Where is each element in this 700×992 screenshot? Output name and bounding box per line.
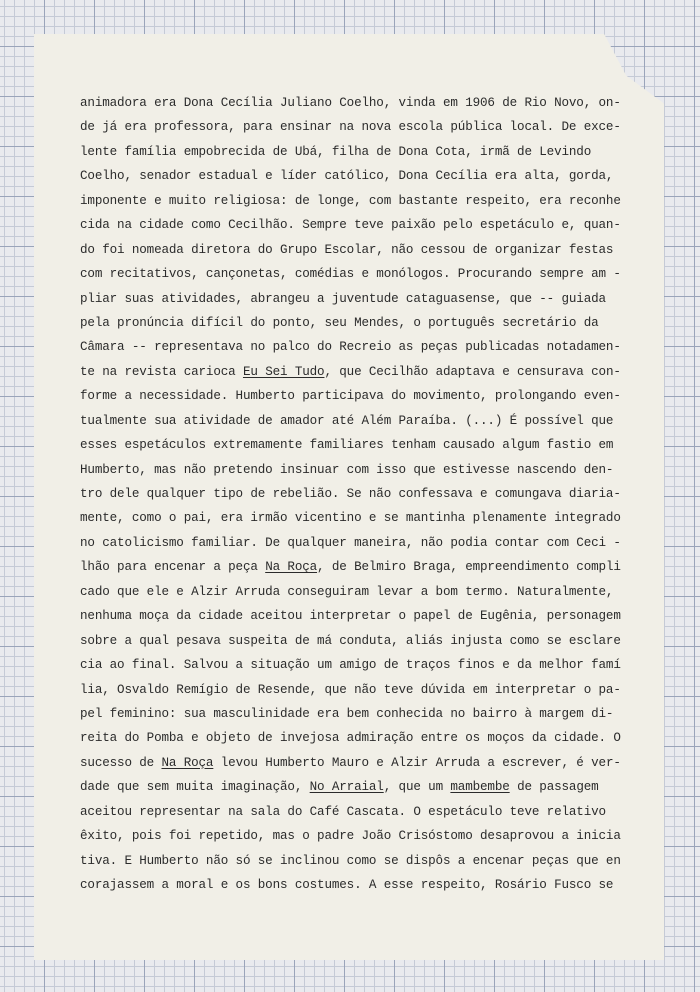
- text-segment: no catolicismo familiar. De qualquer maneira, não podia contar com Ceci -: [80, 535, 621, 550]
- text-segment: sobre a qual pesava suspeita de má conduta, aliás injusta como se esclare: [80, 633, 621, 648]
- text-segment: forme a necessidade. Humberto participava do movimento, prolongando even-: [80, 389, 621, 404]
- text-line: [80, 384, 640, 408]
- text-line: [80, 287, 640, 311]
- text-segment: , que Cecilhão adaptava e censurava con-: [324, 364, 621, 379]
- text-segment: êxito, pois foi repetido, mas o padre João Crisóstomo desaprovou a inicia: [80, 829, 621, 844]
- text-segment: aceitou representar na sala do Café Cascata. O espetáculo teve relativo: [80, 804, 606, 819]
- text-line: [80, 189, 640, 213]
- text-line: [80, 482, 640, 506]
- text-segment: esses espetáculos extremamente familiares tenham causado algum fastio em: [80, 438, 614, 453]
- text-line: [80, 311, 640, 335]
- text-line: [80, 580, 640, 604]
- text-segment: sucesso de: [80, 755, 162, 770]
- text-line: [80, 653, 640, 677]
- text-segment: lente família empobrecida de Ubá, filha de Dona Cota, irmã de Levindo: [80, 144, 592, 159]
- text-segment: cia ao final. Salvou a situação um amigo de traços finos e da melhor famí: [80, 658, 621, 673]
- text-segment: pliar suas atividades, abrangeu a juventude cataguasense, que -- guiada: [80, 291, 606, 306]
- text-line: [80, 604, 640, 628]
- underlined-title: Na Roça: [161, 755, 214, 770]
- text-segment: levou Humberto Mauro e Alzir Arruda a escrever, é ver-: [213, 755, 621, 770]
- text-segment: lhão para encenar a peça: [80, 560, 266, 575]
- text-line: [80, 751, 640, 775]
- text-line: [80, 238, 640, 262]
- text-segment: tualmente sua atividade de amador até Além Paraíba. (...) É possível que: [80, 413, 614, 428]
- text-line: [80, 775, 640, 799]
- text-line: [80, 335, 640, 359]
- text-line: [80, 629, 640, 653]
- text-segment: mente, como o pai, era irmão vicentino e se mantinha plenamente integrado: [80, 511, 621, 526]
- text-line: [80, 360, 640, 384]
- text-segment: do foi nomeada diretora do Grupo Escolar, não cessou de organizar festas: [80, 242, 614, 257]
- text-line: [80, 873, 640, 897]
- text-segment: pel feminino: sua masculinidade era bem conhecida no bairro à margem di-: [80, 706, 614, 721]
- text-line: [80, 213, 640, 237]
- typewritten-text: [80, 91, 640, 897]
- text-line: [80, 678, 640, 702]
- text-line: [80, 140, 640, 164]
- text-line: [80, 164, 640, 188]
- text-segment: te na revista carioca: [80, 364, 243, 379]
- text-line: [80, 726, 640, 750]
- text-segment: animadora era Dona Cecília Juliano Coelho, vinda em 1906 de Rio Novo, on-: [80, 96, 621, 110]
- text-segment: corajassem a moral e os bons costumes. A esse respeito, Rosário Fusco se: [80, 878, 614, 892]
- text-segment: , que um: [383, 780, 451, 795]
- text-segment: de passagem: [509, 780, 599, 795]
- text-line: [80, 506, 640, 530]
- text-line: [80, 531, 640, 555]
- text-segment: nenhuma moça da cidade aceitou interpretar o papel de Eugênia, personagem: [80, 609, 621, 624]
- text-segment: , de Belmiro Braga, empreendimento compli: [317, 560, 621, 575]
- text-line: [80, 115, 640, 139]
- text-line: [80, 458, 640, 482]
- text-line: [80, 409, 640, 433]
- text-segment: Câmara -- representava no palco do Recreio as peças publicadas notadamen-: [80, 340, 621, 355]
- text-line: [80, 849, 640, 873]
- text-segment: reita do Pomba e objeto de invejosa admiração entre os moços da cidade. O: [80, 731, 621, 746]
- text-line: [80, 702, 640, 726]
- underlined-title: mambembe: [450, 780, 510, 795]
- text-line: [80, 555, 640, 579]
- underlined-title: No Arraial: [309, 780, 384, 795]
- text-segment: pela pronúncia difícil do ponto, seu Mendes, o português secretário da: [80, 315, 599, 330]
- text-line: [80, 824, 640, 848]
- text-segment: cado que ele e Alzir Arruda conseguiram levar a bom termo. Naturalmente,: [80, 584, 614, 599]
- text-segment: lia, Osvaldo Remígio de Resende, que não teve dúvida em interpretar o pa-: [80, 682, 621, 697]
- text-line: [80, 433, 640, 457]
- text-line: [80, 800, 640, 824]
- text-line: [80, 91, 640, 115]
- text-line: [80, 262, 640, 286]
- text-segment: tiva. E Humberto não só se inclinou como se dispôs a encenar peças que en: [80, 853, 621, 868]
- text-segment: de já era professora, para ensinar na nova escola pública local. De exce-: [80, 120, 621, 135]
- text-segment: imponente e muito religiosa: de longe, com bastante respeito, era reconhe: [80, 193, 621, 208]
- text-segment: dade que sem muita imaginação,: [80, 780, 310, 795]
- text-segment: cida na cidade como Cecilhão. Sempre teve paixão pelo espetáculo e, quan-: [80, 218, 621, 233]
- text-segment: Humberto, mas não pretendo insinuar com isso que estivesse nascendo den-: [80, 462, 614, 477]
- underlined-title: Eu Sei Tudo: [242, 364, 325, 379]
- underlined-title: Na Roça: [265, 560, 318, 575]
- text-segment: Coelho, senador estadual e líder católico, Dona Cecília era alta, gorda,: [80, 169, 614, 184]
- text-segment: com recitativos, cançonetas, comédias e monólogos. Procurando sempre am -: [80, 267, 621, 282]
- text-segment: tro dele qualquer tipo de rebelião. Se não confessava e comungava diaria-: [80, 487, 621, 501]
